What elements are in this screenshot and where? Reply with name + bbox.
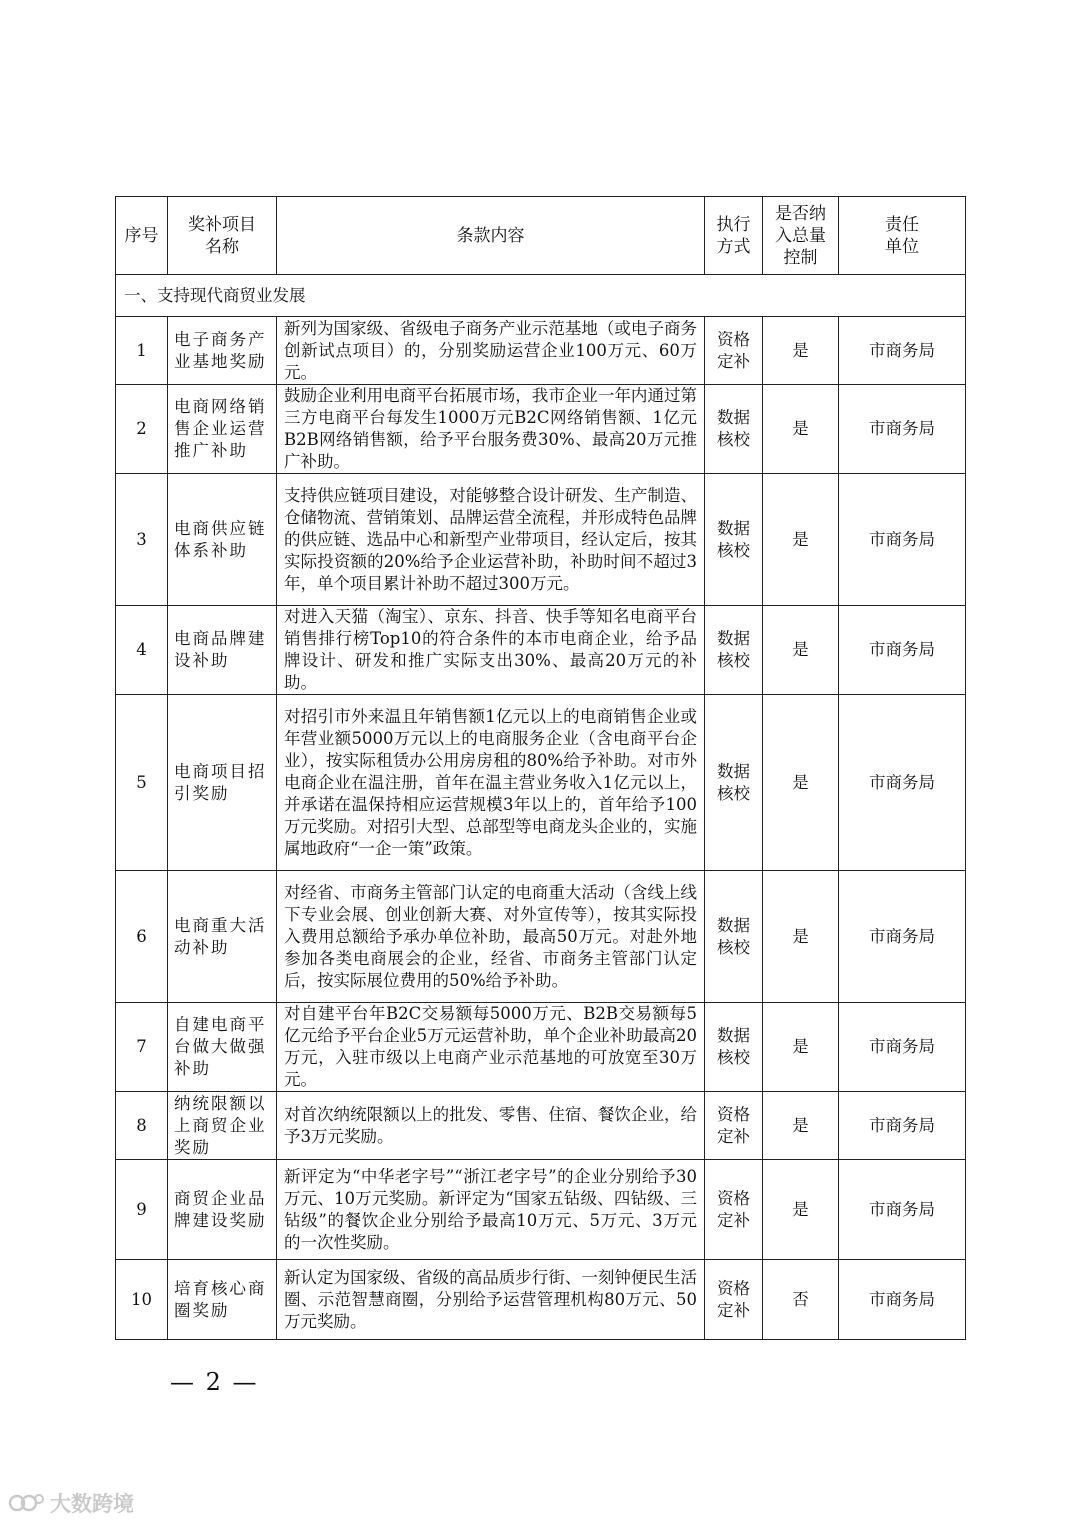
row-seq: 7	[116, 1003, 168, 1092]
row-method: 资格 定补	[705, 1160, 763, 1260]
row-seq: 3	[116, 474, 168, 606]
header-unit: 责任 单位	[839, 197, 966, 275]
row-seq: 1	[116, 317, 168, 385]
row-control: 是	[763, 871, 839, 1003]
row-control: 是	[763, 695, 839, 871]
row-name: 商贸企业品牌建设奖励	[168, 1160, 277, 1260]
row-content: 对首次纳统限额以上的批发、零售、住宿、餐饮企业，给予3万元奖励。	[277, 1092, 705, 1160]
row-control: 否	[763, 1260, 839, 1340]
header-method: 执行 方式	[705, 197, 763, 275]
row-content: 支持供应链项目建设，对能够整合设计研发、生产制造、仓储物流、营销策划、品牌运营全流程，并形成特色品牌的供应链、选品中心和新型产业带项目，经认定后，按其实际投资额的20%给予企业运营补助，补助时间不超过3年，单个项目累计补助不超过300万元。	[277, 474, 705, 606]
row-method: 数据 核校	[705, 695, 763, 871]
row-seq: 5	[116, 695, 168, 871]
table-row	[116, 871, 966, 1003]
row-unit: 市商务局	[839, 606, 966, 695]
row-unit: 市商务局	[839, 1092, 966, 1160]
row-method: 资格 定补	[705, 1092, 763, 1160]
row-seq: 2	[116, 385, 168, 474]
watermark	[8, 1488, 134, 1518]
table-row	[116, 474, 966, 606]
policy-table	[115, 196, 966, 1340]
header-seq: 序号	[116, 197, 168, 275]
table-row	[116, 1003, 966, 1092]
row-control: 是	[763, 1003, 839, 1092]
row-content: 对经省、市商务主管部门认定的电商重大活动（含线上线下专业会展、创业创新大赛、对外宣传等），按其实际投入费用总额给予承办单位补助，最高50万元。对赴外地参加各类电商展会的企业，经省、市商务主管部门认定后，按实际展位费用的50%给予补助。	[277, 871, 705, 1003]
row-name: 电商供应链体系补助	[168, 474, 277, 606]
section-title: 一、支持现代商贸业发展	[116, 275, 966, 317]
row-unit: 市商务局	[839, 1160, 966, 1260]
row-content: 鼓励企业利用电商平台拓展市场，我市企业一年内通过第三方电商平台每发生1000万元B2C网络销售额、1亿元B2B网络销售额，给予平台服务费30%、最高20万元推广补助。	[277, 385, 705, 474]
table-row	[116, 1092, 966, 1160]
row-method: 数据 核校	[705, 606, 763, 695]
table-row	[116, 1160, 966, 1260]
table-row	[116, 317, 966, 385]
header-total-control: 是否纳 入总量 控制	[763, 197, 839, 275]
row-content: 对招引市外来温且年销售额1亿元以上的电商销售企业或年营业额5000万元以上的电商服务企业（含电商平台企业），按实际租赁办公用房房租的80%给予补助。对市外电商企业在温注册，首年在温主营业务收入1亿元以上，并承诺在温保持相应运营规模3年以上的，首年给予100万元奖励。对招引大型、总部型等电商龙头企业的，实施属地政府“一企一策”政策。	[277, 695, 705, 871]
row-method: 资格 定补	[705, 1260, 763, 1340]
header-content: 条款内容	[277, 197, 705, 275]
row-content: 新评定为“中华老字号”“浙江老字号”的企业分别给予30万元、10万元奖励。新评定为“国家五钻级、四钻级、三钻级”的餐饮企业分别给予最高10万元、5万元、3万元的一次性奖励。	[277, 1160, 705, 1260]
row-unit: 市商务局	[839, 871, 966, 1003]
row-seq: 4	[116, 606, 168, 695]
row-method: 资格 定补	[705, 317, 763, 385]
row-control: 是	[763, 1092, 839, 1160]
row-content: 对进入天猫（淘宝）、京东、抖音、快手等知名电商平台销售排行榜Top10的符合条件的本市电商企业，给予品牌设计、研发和推广实际支出30%、最高20万元的补助。	[277, 606, 705, 695]
row-method: 数据 核校	[705, 474, 763, 606]
row-unit: 市商务局	[839, 474, 966, 606]
watermark-logo-icon	[8, 1491, 46, 1515]
row-name: 自建电商平台做大做强补助	[168, 1003, 277, 1092]
row-content: 对自建平台年B2C交易额每5000万元、B2B交易额每5亿元给予平台企业5万元运营补助，单个企业补助最高20万元，入驻市级以上电商产业示范基地的可放宽至30万元。	[277, 1003, 705, 1092]
row-name: 电商网络销售企业运营推广补助	[168, 385, 277, 474]
row-control: 是	[763, 1160, 839, 1260]
section-row	[116, 275, 966, 317]
table-row	[116, 606, 966, 695]
row-content: 新列为国家级、省级电子商务产业示范基地（或电子商务创新试点项目）的，分别奖励运营企业100万元、60万元。	[277, 317, 705, 385]
table-row	[116, 385, 966, 474]
row-method: 数据 核校	[705, 385, 763, 474]
header-name: 奖补项目 名称	[168, 197, 277, 275]
row-control: 是	[763, 385, 839, 474]
page-number: — 2 —	[170, 1368, 259, 1396]
watermark-text: 大数跨境	[50, 1492, 134, 1516]
row-unit: 市商务局	[839, 695, 966, 871]
row-unit: 市商务局	[839, 1003, 966, 1092]
row-seq: 9	[116, 1160, 168, 1260]
row-name: 电商品牌建设补助	[168, 606, 277, 695]
row-unit: 市商务局	[839, 1260, 966, 1340]
row-name: 纳统限额以上商贸企业奖励	[168, 1092, 277, 1160]
row-control: 是	[763, 606, 839, 695]
row-name: 培育核心商圈奖励	[168, 1260, 277, 1340]
row-unit: 市商务局	[839, 385, 966, 474]
table-row	[116, 1260, 966, 1340]
row-method: 数据 核校	[705, 871, 763, 1003]
row-control: 是	[763, 317, 839, 385]
row-name: 电子商务产业基地奖励	[168, 317, 277, 385]
row-name: 电商重大活动补助	[168, 871, 277, 1003]
row-method: 数据 核校	[705, 1003, 763, 1092]
row-seq: 10	[116, 1260, 168, 1340]
row-seq: 6	[116, 871, 168, 1003]
row-control: 是	[763, 474, 839, 606]
table-row	[116, 695, 966, 871]
row-unit: 市商务局	[839, 317, 966, 385]
table-header-row	[116, 197, 966, 275]
row-content: 新认定为国家级、省级的高品质步行街、一刻钟便民生活圈、示范智慧商圈，分别给予运营管理机构80万元、50万元奖励。	[277, 1260, 705, 1340]
row-name: 电商项目招引奖励	[168, 695, 277, 871]
row-seq: 8	[116, 1092, 168, 1160]
